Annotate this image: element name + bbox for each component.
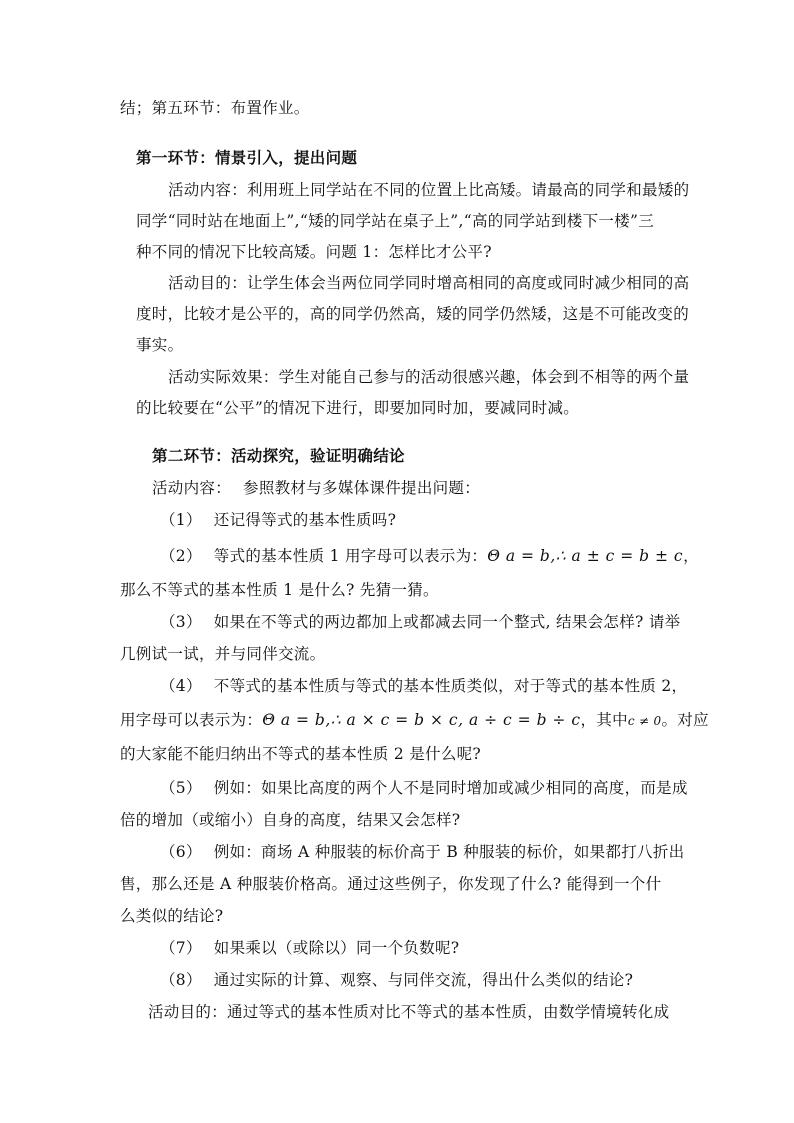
text-run: 倍的增加（或缩小）自身的高度，结果又会怎样?: [120, 811, 461, 829]
paragraph-line: [120, 580, 439, 600]
item-number: （6）: [160, 843, 202, 861]
paragraph-line: [136, 242, 492, 262]
text-run: 通过实际的计算、观察、与同伴交流，得出什么类似的结论?: [213, 971, 634, 989]
text-run: 售，那么还是 A 种服装价格高。通过这些例子，你发现了什么? 能得到一个什: [120, 875, 662, 893]
text-run: 等式的基本性质 1 用字母可以表示为：: [213, 547, 488, 565]
text-run: 同学“同时站在地面上”,“矮的同学站在桌子上”,“高的同学站到楼下一楼”三: [136, 212, 655, 230]
text-run: 第一环节：情景引入，提出问题: [136, 148, 358, 167]
text-run: 么类似的结论?: [120, 907, 224, 925]
text-run: 那么不等式的基本性质 1 是什么? 先猜一猜。: [120, 581, 439, 599]
text-run: 活动实际效果：学生对能自己参与的活动很感兴趣，体会到不相等的两个量: [168, 368, 690, 386]
text-run: 活动内容：利用班上同学站在不同的位置上比高矮。请最高的同学和最矮的: [168, 181, 690, 199]
paragraph-line: [120, 874, 661, 894]
paragraph-line: [136, 398, 579, 418]
section-heading: [152, 446, 405, 466]
item-number: （4）: [160, 677, 202, 695]
text-run: ，: [683, 547, 699, 565]
text-run: 不等式的基本性质与等式的基本性质类似，对于等式的基本性质 2，: [213, 677, 688, 695]
text-run: 。对应: [661, 711, 709, 729]
text-run: 活动目的：让学生体会当两位同学同时增高相同的高度或同时减少相同的高: [168, 274, 690, 292]
text-run: 第二环节：活动探究，验证明确结论: [152, 446, 405, 465]
formula: Θ a = b,∴ a × c = b × c, a ÷ c = b ÷ c: [262, 711, 581, 729]
text-run: 例如：商场 A 种服装的标价高于 B 种服装的标价，如果都打八折出: [213, 843, 685, 861]
text-run: 事实。: [136, 336, 184, 354]
text-run: 如果乘以（或除以）同一个负数呢?: [213, 939, 460, 957]
paragraph-line: [136, 335, 183, 355]
list-item: [160, 510, 396, 530]
list-item: [160, 546, 699, 566]
list-item: [160, 612, 680, 632]
text-run: 的大家能不能归纳出不等式的基本性质 2 是什么呢?: [120, 745, 482, 763]
paragraph-line: [152, 478, 480, 498]
text-run: 用字母可以表示为：: [120, 711, 263, 729]
paragraph-line: [120, 906, 223, 926]
paragraph-line: [168, 273, 689, 293]
paragraph-line: [148, 1002, 669, 1022]
text-run: 度时，比较才是公平的，高的同学仍然高，矮的同学仍然矮，这是不可能改变的: [136, 305, 690, 323]
paragraph-line: [120, 810, 460, 830]
item-number: （1）: [160, 511, 202, 529]
list-item: [160, 676, 687, 696]
text-run: ，其中: [580, 711, 628, 729]
section-heading: [136, 148, 357, 168]
text-run: 结；第五环节：布置作业。: [120, 99, 310, 117]
item-number: （8）: [160, 971, 202, 989]
text-run: 几例试一试，并与同伴交流。: [120, 645, 326, 663]
item-number: （7）: [160, 939, 202, 957]
item-number: （5）: [160, 779, 202, 797]
text-run: 种不同的情况下比较高矮。问题 1：怎样比才公平?: [136, 243, 492, 261]
text-run: 例如：如果比高度的两个人不是同时增加或减少相同的高度，而是成: [213, 779, 688, 797]
text-run: 参照教材与多媒体课件提出问题：: [243, 479, 481, 497]
text-run: 活动目的：通过等式的基本性质对比不等式的基本性质，由数学情境转化成: [148, 1003, 670, 1021]
formula: Θ a = b,∴ a ± c = b ± c: [487, 547, 684, 565]
list-item: [160, 842, 684, 862]
item-number: （3）: [160, 613, 202, 631]
text-run: 还记得等式的基本性质吗?: [213, 511, 397, 529]
paragraph-line: [168, 367, 689, 387]
text-run: 如果在不等式的两边都加上或都减去同一个整式, 结果会怎样? 请举: [213, 613, 681, 631]
paragraph-line: [136, 211, 654, 231]
text-run: 的比较要在“公平”的情况下进行，即要加同时加，要减同时减。: [136, 399, 580, 417]
text-run: 活动内容：: [152, 479, 232, 497]
paragraph-line: [120, 98, 310, 118]
list-item: [160, 938, 459, 958]
paragraph-line: [120, 744, 481, 764]
paragraph-line: [136, 304, 689, 324]
paragraph-line: [120, 644, 325, 664]
paragraph-line: [120, 710, 709, 731]
formula: c ≠ 0: [627, 714, 662, 728]
item-number: （2）: [160, 547, 202, 565]
list-item: [160, 778, 688, 798]
paragraph-line: [168, 180, 689, 200]
list-item: [160, 970, 633, 990]
